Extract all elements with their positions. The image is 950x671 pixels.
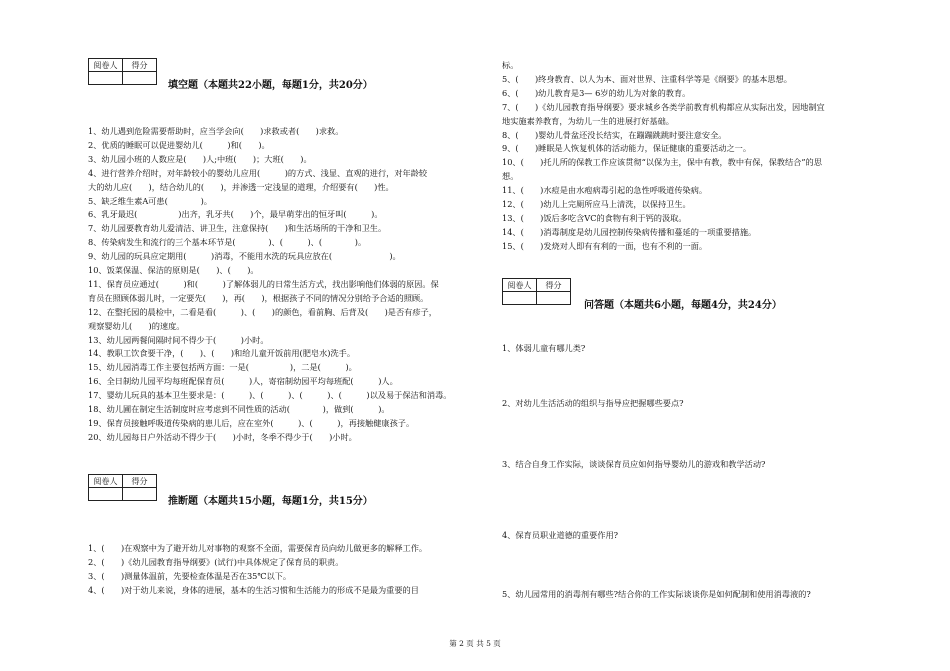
judge-question-line: 地实施素养教育，为幼儿一生的进展打好基础。 — [502, 115, 674, 126]
qa-question: 5、幼儿园常用的消毒剂有哪些?结合你的工作实际谈谈你是如何配制和使用消毒液的? — [502, 589, 811, 599]
qa-section-title: 问答题（本题共6小题，每题4分，共24分） — [584, 300, 782, 311]
fill-question-line: 2、优质的睡眠可以促进婴幼儿( )和( )。 — [88, 139, 270, 150]
fill-question-line: 大的幼儿应( )，结合幼儿的( )，并渗透一定浅显的道理，介绍要有( )性。 — [88, 181, 394, 192]
fill-question-line: 4、进行营养介绍时，对年龄较小的婴幼儿应用( )的方式、浅显、直观的进行，对年龄较 — [88, 167, 428, 178]
fill-question-line: 18、幼儿圃在制定生活制度时应考虑到不同性质的活动( )，做到( )。 — [88, 404, 390, 414]
judge-question-line: 9、( )睡眠是人恢复机体的活动能力，保证健康的重要活动之一。 — [502, 143, 752, 154]
fill-question-line: 16、全日制幼儿园平均每班配保育员( )人，寄宿制幼园平均每班配( )人。 — [88, 376, 398, 387]
fill-question-line: 12、在整托园的晨检中，二看是看( )、( )的颜色，看前胸、后背及( )是否有疹子， — [88, 306, 437, 317]
judge-question-line: 标。 — [502, 60, 519, 70]
fill-question-line: 7、幼儿园要教育幼儿爱清洁、讲卫生，注意保持( )和生活场所的干净和卫生。 — [88, 223, 387, 234]
fill-question-line: 8、传染病发生和流行的三个基本环节是( )、( )、( )。 — [88, 237, 367, 248]
reviewer-cell[interactable] — [89, 72, 123, 85]
judge-question-line: 想。 — [502, 171, 519, 182]
judge-question-line: 3、( )测量体温前，先要检查体温是否在35℃以下。 — [88, 570, 292, 581]
score-box-judge — [88, 474, 157, 501]
qa-question: 3、结合自身工作实际，谈谈保育员应如何指导婴幼儿的游戏和教学活动? — [502, 459, 766, 469]
qa-question: 4、保育员职业道德的重要作用? — [502, 530, 619, 540]
fill-question-line: 14、教职工饮食要干净，( )、( )和给儿童开饭前用(肥皂水)洗手。 — [88, 348, 356, 359]
fill-question-line: 6、乳牙最迟( )出齐，乳牙共( )个，最早萌芽出的恒牙叫( )。 — [88, 209, 383, 220]
fill-question-line: 20、幼儿园每日户外活动不得少于( )小时，冬季不得少于( )小时。 — [88, 431, 357, 442]
fill-question-line: 观察婴幼儿( )的速度。 — [88, 320, 185, 331]
score-label: 得分 — [537, 279, 571, 292]
score-label: 得分 — [123, 475, 157, 488]
judge-question-line: 13、( )饭后多吃含VC的食物有利于钙的汲取。 — [502, 212, 687, 223]
judge-question-line: 8、( )婴幼儿骨盆还没长结实，在蹦蹦跳跳时要注意安全。 — [502, 129, 727, 140]
judge-question-line: 1、( )在观察中为了避开幼儿对事物的观察不全面，需要保育员向幼儿做更多的解释工作。 — [88, 543, 428, 553]
reviewer-cell[interactable] — [89, 488, 123, 501]
fill-section-title: 填空题（本题共22小题，每题1分，共20分） — [168, 80, 373, 91]
judge-question-line: 11、( )水痘是由水疱病毒引起的急性呼吸道传染病。 — [502, 185, 708, 196]
reviewer-label: 阅卷人 — [503, 279, 537, 292]
judge-question-line: 15、( )发烧对人即有有利的一面，也有不利的一面。 — [502, 240, 708, 251]
judge-question-line: 4、( )对于幼儿来说，身体的进展，基本的生活习惯和生活能力的形成不是最为重要的目 — [88, 584, 419, 595]
page-footer: 第 2 页 共 5 页 — [449, 639, 501, 648]
qa-question: 2、对幼儿生活活动的组织与指导应把握哪些要点? — [502, 398, 684, 408]
fill-question-line: 1、幼儿遇到危险需要帮助时，应当学会向( )求救或者( )求救。 — [88, 126, 344, 136]
judge-question-line: 14、( )消毒制度是幼儿园控制传染病传播和蔓延的一项重要措施。 — [502, 226, 757, 237]
judge-section-title: 推断题（本题共15小题，每题1分，共15分） — [168, 496, 373, 507]
score-cell[interactable] — [123, 72, 157, 85]
score-cell[interactable] — [123, 488, 157, 501]
fill-question-line: 9、幼儿园的玩具应定期用( )消毒，不能用水洗的玩具应放在( )。 — [88, 251, 401, 262]
score-label: 得分 — [123, 59, 157, 72]
fill-question-line: 10、饭菜保温、保洁的原则是( )、( )。 — [88, 265, 259, 275]
score-box-qa — [502, 278, 571, 305]
reviewer-cell[interactable] — [503, 292, 537, 305]
fill-question-line: 13、幼儿园两餐间隔时间不得少于( )小时。 — [88, 334, 269, 345]
fill-question-line: 3、幼儿园小班的人数应是( )人;中班( )；大班( )。 — [88, 153, 312, 164]
judge-question-line: 12、( )幼儿上完厕所应马上清洗，以保持卫生。 — [502, 199, 691, 209]
fill-question-line: 17、婴幼儿玩具的基本卫生要求是：( )、( )、( )、( )以及易于保洁和消毒。 — [88, 390, 452, 401]
reviewer-label: 阅卷人 — [89, 59, 123, 72]
score-cell[interactable] — [537, 292, 571, 305]
fill-question-line: 11、保育员应通过( )和( )了解体弱儿的日常生活方式，找出影响他们体弱的原因。保 — [88, 278, 439, 289]
score-box-fill — [88, 58, 157, 85]
judge-question-line: 5、( )终身教育、以人为本、面对世界、注重科学等是《纲要》的基本思想。 — [502, 73, 792, 84]
judge-question-line: 6、( )幼儿教育是3— 6岁的幼儿为对象的教育。 — [502, 87, 691, 98]
fill-question-line: 19、保育员接触呼吸道传染病的患儿后，应在室外( )、( )，再接触健康孩子。 — [88, 417, 415, 428]
fill-question-line: 15、幼儿园消毒工作主要包括两方面：一是( )，二是( )。 — [88, 362, 357, 373]
qa-question: 1、体弱儿童有哪儿类? — [502, 343, 586, 353]
fill-question-line: 育员在照顾体弱儿时，一定要先( )，再( )，根据孩子不同的情况分别给予合适的照顾。 — [88, 292, 429, 303]
fill-question-line: 5、缺乏维生素A可患( )。 — [88, 195, 212, 206]
reviewer-label: 阅卷人 — [89, 475, 123, 488]
judge-question-line: 10、( )托儿所的保教工作应该贯彻“以保为主，保中有教，教中有保，保教结合”的思 — [502, 157, 822, 168]
judge-question-line: 2、( )《幼儿园教育指导纲要》(试行)中具体规定了保育员的职责。 — [88, 556, 344, 567]
judge-question-line: 7、( )《幼儿园教育指导纲要》要求城乡各类学前教育机构都应从实际出发，因地制宜 — [502, 101, 825, 112]
